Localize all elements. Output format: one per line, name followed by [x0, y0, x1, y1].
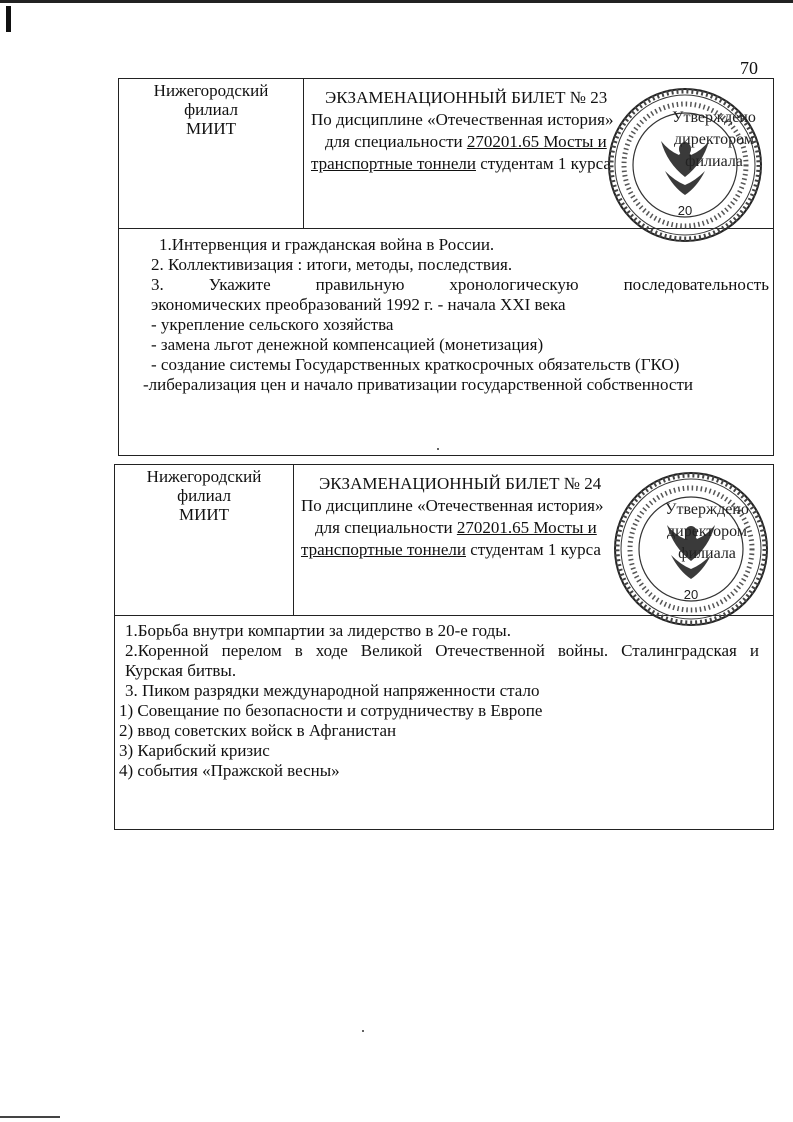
students-course: студентам 1 курса [465, 540, 601, 559]
ticket-title: ЭКЗАМЕНАЦИОННЫЙ БИЛЕТ № 24 [319, 474, 602, 493]
approval-line: Утверждено [665, 501, 749, 518]
scan-speck [362, 1030, 364, 1032]
org-line: филиал [177, 486, 231, 505]
approval-line: Утверждено [672, 109, 756, 126]
students-line [311, 153, 611, 175]
word: 3. [151, 275, 164, 294]
organization-name [115, 467, 293, 524]
specialty-code: 270201.65 Мосты и [456, 518, 597, 537]
word: перелом [221, 641, 282, 660]
students-line [301, 539, 601, 561]
word: и [749, 641, 759, 660]
word: хронологическую [449, 275, 579, 294]
header-divider [293, 465, 294, 615]
specialty-name: транспортные тоннели [311, 154, 476, 173]
question-line: 4) события «Пражской весны» [119, 761, 340, 780]
org-line: Нижегородский [153, 81, 269, 100]
question-line: экономических преобразований 1992 г. - начала XXI века [151, 295, 566, 314]
question-line: - замена льгот денежной компенсацией (монетизация) [151, 335, 544, 354]
specialty-name: транспортные тоннели [301, 540, 466, 559]
question-line: Курская битвы. [125, 661, 237, 680]
seal-year: 20 [677, 203, 693, 218]
specialty-code: 270201.65 Мосты и [466, 132, 607, 151]
word: правильную [315, 275, 405, 294]
discipline-line: По дисциплине «Отечественная история» [301, 496, 604, 515]
question-list [115, 621, 759, 781]
specialty-line [315, 517, 597, 539]
question-line [115, 641, 759, 661]
specialty-prefix: для специальности [315, 518, 457, 537]
scan-edge-top [0, 0, 793, 3]
word: в [294, 641, 303, 660]
question-line: 2) ввод советских войск в Афганистан [119, 721, 397, 740]
word: Отечественной [435, 641, 545, 660]
approval-note [659, 107, 769, 173]
question-line: 2. Коллективизация : итоги, методы, последствия. [151, 255, 513, 274]
page-number: 70 [740, 58, 758, 78]
question-list [143, 235, 769, 395]
question-line [143, 275, 769, 295]
question-line: 1.Интервенция и гражданская война в России. [159, 235, 495, 254]
word: ходе [315, 641, 348, 660]
question-line: 1) Совещание по безопасности и сотрудничеству в Европе [119, 701, 543, 720]
ticket-title: ЭКЗАМЕНАЦИОННЫЙ БИЛЕТ № 23 [325, 88, 608, 107]
exam-ticket-23 [118, 78, 774, 456]
discipline-line: По дисциплине «Отечественная история» [311, 110, 614, 129]
org-line: Нижегородский [146, 467, 262, 486]
specialty-line [325, 131, 607, 153]
exam-ticket-24 [114, 464, 774, 830]
org-line: МИИТ [185, 119, 237, 138]
question-line: 3. Пиком разрядки международной напряженности стало [125, 681, 540, 700]
word: Великой [360, 641, 423, 660]
scan-edge-bottom [0, 1116, 60, 1118]
word: 2.Коренной [125, 641, 209, 660]
approval-note [649, 499, 765, 565]
question-line: 3) Карибский кризис [119, 741, 270, 760]
question-line: 1.Борьба внутри компартии за лидерство в 20-е годы. [125, 621, 511, 640]
seal-year: 20 [683, 587, 699, 602]
org-line: филиал [184, 100, 238, 119]
word: последовательность [623, 275, 769, 294]
approval-line: филиала [678, 545, 736, 562]
approval-line: директором [674, 131, 754, 148]
organization-name [119, 81, 303, 138]
org-line: МИИТ [178, 505, 230, 524]
approval-line: директором [667, 523, 747, 540]
specialty-prefix: для специальности [325, 132, 467, 151]
word: войны. [557, 641, 609, 660]
word: Сталинградская [621, 641, 737, 660]
header-divider [303, 79, 304, 228]
word: Укажите [208, 275, 271, 294]
scan-mark-corner [6, 6, 11, 32]
approval-line: филиала [685, 153, 743, 170]
question-line: - укрепление сельского хозяйства [151, 315, 394, 334]
question-line: -либерализация цен и начало приватизации государственной собственности [143, 375, 693, 394]
students-course: студентам 1 курса [475, 154, 611, 173]
question-line: - создание системы Государственных краткосрочных обязательств (ГКО) [151, 355, 680, 374]
